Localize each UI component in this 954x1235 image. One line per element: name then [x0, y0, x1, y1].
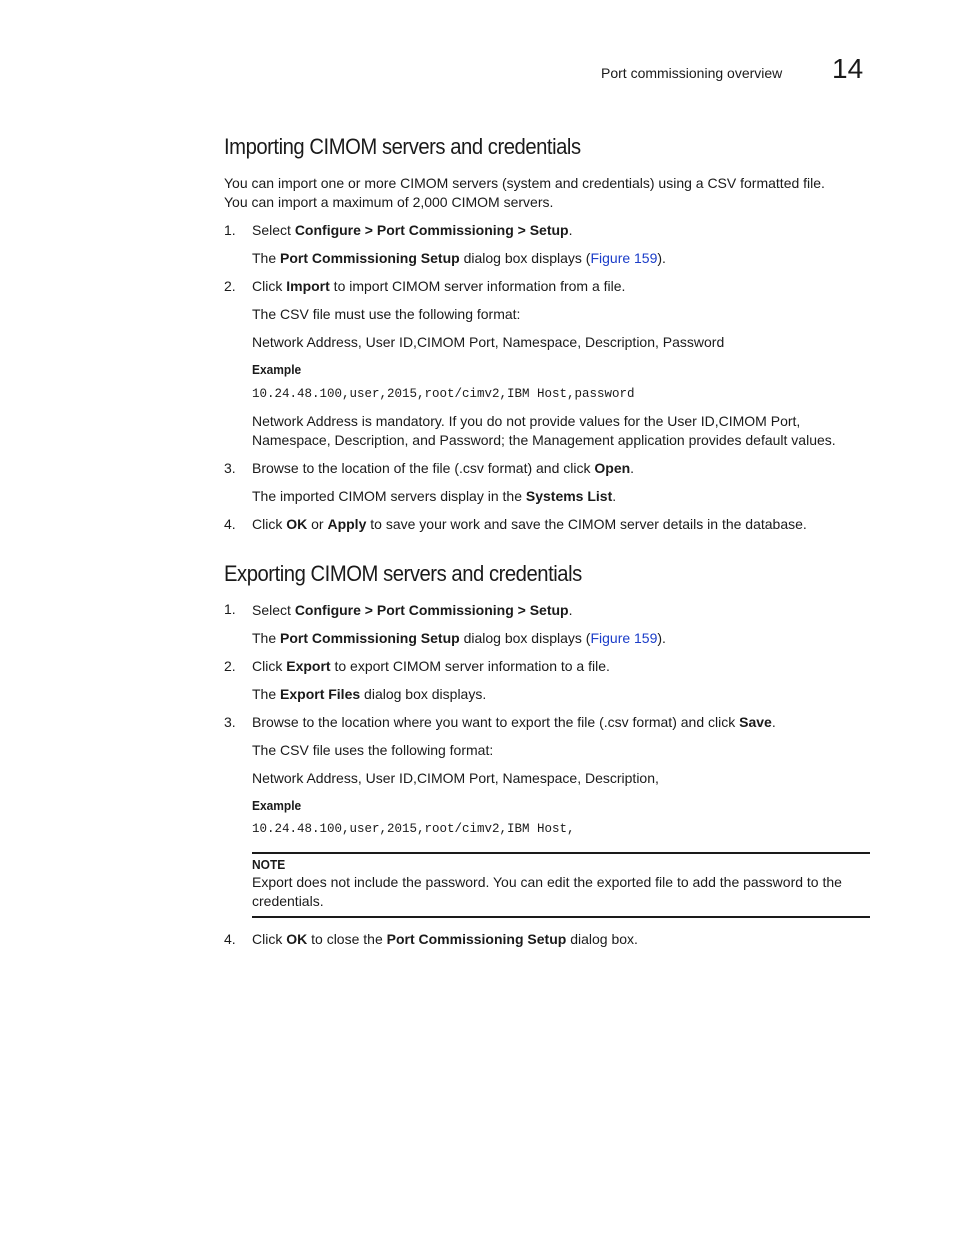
import-format: Network Address, User ID,CIMOM Port, Namespace, Description, Password: [252, 334, 725, 350]
export-example-code: 10.24.48.100,user,2015,root/cimv2,IBM Host,: [252, 822, 575, 836]
import-step1: Select Configure > Port Commissioning > Setup.: [252, 222, 573, 238]
figure-link[interactable]: Figure 159: [590, 250, 658, 266]
chapter-number: 14: [832, 53, 864, 84]
export-step4: Click OK to close the Port Commissioning Setup dialog box.: [252, 931, 638, 947]
export-step1: Select Configure > Port Commissioning > Setup.: [252, 602, 573, 618]
open-button-ref: Open: [594, 460, 631, 476]
step-number: 2.: [224, 278, 236, 294]
save-button-ref: Save: [739, 714, 772, 730]
note-line1: Export does not include the password. You can edit the exported file to add the password to the: [252, 874, 842, 890]
exporting-heading: Exporting CIMOM servers and credentials: [224, 561, 582, 586]
ok-button-ref: OK: [286, 931, 308, 947]
example-label: Example: [252, 798, 302, 813]
step-number: 4.: [224, 931, 236, 947]
export-step3: Browse to the location where you want to export the file (.csv format) and click Save.: [252, 714, 776, 730]
importing-intro-line2: You can import a maximum of 2,000 CIMOM servers.: [224, 194, 554, 210]
export-format: Network Address, User ID,CIMOM Port, Namespace, Description,: [252, 770, 659, 786]
export-files-ref: Export Files: [280, 686, 361, 702]
step-number: 3.: [224, 460, 236, 476]
import-step3-sub: The imported CIMOM servers display in the Systems List.: [252, 488, 617, 504]
step-number: 3.: [224, 714, 236, 730]
export-step1-sub: The Port Commissioning Setup dialog box displays (Figure 159).: [252, 630, 666, 646]
ok-button-ref: OK: [286, 516, 308, 532]
menu-path: Configure > Port Commissioning > Setup: [294, 222, 569, 238]
import-step2: Click Import to import CIMOM server information from a file.: [252, 278, 626, 294]
import-example-code: 10.24.48.100,user,2015,root/cimv2,IBM Host,password: [252, 387, 635, 401]
figure-link[interactable]: Figure 159: [590, 630, 658, 646]
note-bottom-rule: [252, 916, 870, 918]
step-number: 2.: [224, 658, 236, 674]
dialog-name: Port Commissioning Setup: [280, 250, 460, 266]
step-number: 4.: [224, 516, 236, 532]
mandatory-line2: Namespace, Description, and Password; the Management application provides default values.: [252, 432, 836, 448]
step-number: 1.: [224, 601, 236, 617]
import-step3: Browse to the location of the file (.csv format) and click Open.: [252, 460, 635, 476]
import-step4: Click OK or Apply to save your work and save the CIMOM server details in the database.: [252, 516, 807, 532]
running-header: Port commissioning overview: [601, 65, 783, 81]
export-step2: Click Export to export CIMOM server information to a file.: [252, 658, 610, 674]
export-format-intro: The CSV file uses the following format:: [252, 742, 494, 758]
systems-list-ref: Systems List: [525, 488, 613, 504]
dialog-name: Port Commissioning Setup: [280, 630, 460, 646]
note-line2: credentials.: [252, 893, 324, 909]
import-button-ref: Import: [286, 278, 330, 294]
note-label: NOTE: [252, 857, 286, 872]
import-format-intro: The CSV file must use the following format:: [252, 306, 521, 322]
note-top-rule: [252, 852, 870, 854]
import-step1-sub: The Port Commissioning Setup dialog box displays (Figure 159).: [252, 250, 666, 266]
mandatory-line1: Network Address is mandatory. If you do not provide values for the User ID,CIMOM Port,: [252, 413, 801, 429]
export-step2-sub: The Export Files dialog box displays.: [252, 686, 487, 702]
export-button-ref: Export: [286, 658, 331, 674]
menu-path: Configure > Port Commissioning > Setup: [294, 602, 569, 618]
importing-intro-line1: You can import one or more CIMOM servers (system and credentials) using a CSV formatted file.: [224, 175, 825, 191]
apply-button-ref: Apply: [327, 516, 367, 532]
step-number: 1.: [224, 222, 236, 238]
importing-heading: Importing CIMOM servers and credentials: [224, 134, 581, 159]
dialog-name: Port Commissioning Setup: [386, 931, 567, 947]
example-label: Example: [252, 362, 302, 377]
